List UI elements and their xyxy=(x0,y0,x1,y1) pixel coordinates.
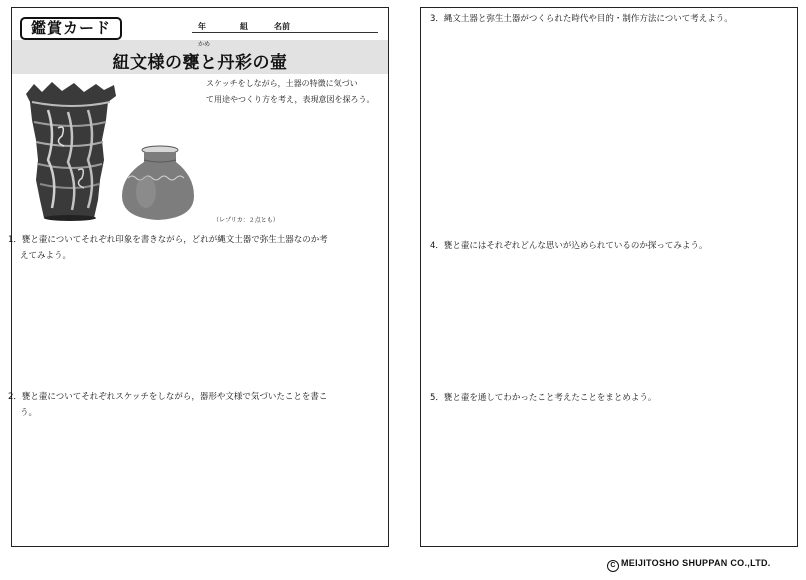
year-label: 年 xyxy=(198,22,206,31)
question-3: 3．縄文土器と弥生土器がつくられた時代や目的・制作方法について考えよう。 xyxy=(430,14,733,24)
copyright-icon: C xyxy=(607,560,619,572)
copyright-notice xyxy=(607,558,771,572)
appreciation-card-label: 鑑賞カード xyxy=(20,17,122,40)
question-5: 5．甕と壷を通してわかったこと考えたことをまとめよう。 xyxy=(430,393,657,403)
name-underline xyxy=(192,32,378,33)
intro-line-2: て用途やつくり方を考え，表現意図を探ろう。 xyxy=(206,95,375,104)
left-worksheet-page xyxy=(11,7,389,547)
intro-text xyxy=(206,76,388,108)
copyright-text: MEIJITOSHO SHUPPAN CO.,LTD. xyxy=(621,558,771,568)
pottery-photo xyxy=(18,80,198,228)
worksheet-title: 紐文様の甕と丹彩の壷 xyxy=(112,53,288,73)
question-1 xyxy=(8,232,370,264)
intro-line-1: スケッチをしながら，土器の特徴に気づい xyxy=(206,79,358,88)
question-2-line-1: 2．甕と壷についてそれぞれスケッチをしながら，器形や文様で気づいたことを書こ xyxy=(8,392,328,402)
right-worksheet-page xyxy=(420,7,798,547)
question-1-line-1: 1．甕と壷についてそれぞれ印象を書きながら，どれが縄文土器で弥生土器なのか考 xyxy=(8,235,328,245)
class-label: 組 xyxy=(240,22,248,31)
jomon-jar-image xyxy=(26,82,116,221)
question-4: 4．甕と壷にはそれぞれどんな思いが込められているのか探ってみよう。 xyxy=(430,241,708,251)
name-label: 名前 xyxy=(274,22,290,31)
question-2 xyxy=(8,389,370,421)
title-ruby: かめ xyxy=(198,41,211,48)
photo-caption: （レプリカ：２点とも） xyxy=(213,217,279,224)
question-2-line-2: う。 xyxy=(20,408,38,418)
yayoi-pot-image xyxy=(122,146,194,220)
question-1-line-2: えてみよう。 xyxy=(20,251,72,261)
